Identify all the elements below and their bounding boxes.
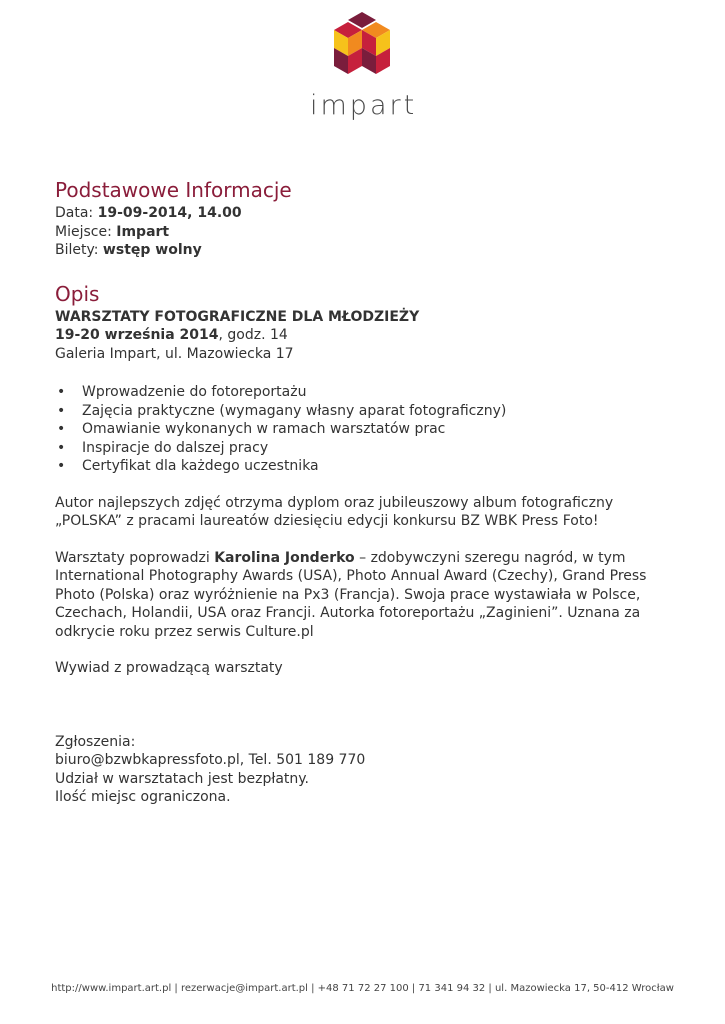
interview-link[interactable]: Wywiad z prowadzącą warsztaty [55, 660, 283, 676]
impart-logo [310, 12, 418, 122]
date-row: Data: 19-09-2014, 14.00 [55, 205, 242, 221]
list-item: • Inspiracje do dalszej pracy [55, 439, 675, 458]
event-date-row [55, 326, 675, 345]
event-venue: Galeria Impart, ul. Mazowiecka 17 [55, 345, 294, 362]
event-title: WARSZTATY FOTOGRAFICZNE DLA MŁODZIEŻY [55, 308, 420, 325]
limited-note: Ilość miejsc ograniczona. [55, 789, 231, 805]
footer: http://www.impart.art.pl | rezerwacje@impart.art.pl | +48 71 72 27 100 | 71 341 94 32 | ul. Mazowiecka 17, 50-412 Wrocław [51, 983, 674, 994]
basic-info-heading: Podstawowe Informacje [55, 178, 292, 202]
list-item: • Omawianie wykonanych w ramach warsztatów prac [55, 420, 675, 439]
list-item: • Zajęcia praktyczne (wymagany własny aparat fotograficzny) [55, 402, 675, 421]
free-note: Udział w warsztatach jest bezpłatny. [55, 770, 309, 787]
award-paragraph: Autor najlepszych zdjęć otrzyma dyplom oraz jubileuszowy album fotograficzny „POLSKA” z pracami laureatów dziesięciu edycji konkursu BZ WBK Press Foto! [55, 494, 614, 529]
list-item: • Wprowadzenie do fotoreportażu [55, 383, 675, 402]
signup-contact[interactable]: biuro@bzwbkapressfoto.pl, Tel. 501 189 770 [55, 752, 366, 768]
lead-paragraph: Warsztaty poprowadzi Karolina Jonderko – zdobywczyni szeregu nagród, w tym International Photography Awards (USA), Photo Annual Award (Czechy), Grand Press Photo (Polska) oraz wyróżnienie na Px3 (Francja). Swoja prace wystawiała w Polsce, Czechach, Holandii, USA oraz Francji. Autorka fotoreportażu „Zaginieni”. Uznana za odkrycie roku przez serwis Culture.pl [55, 549, 647, 640]
description-heading: Opis [55, 281, 100, 306]
program-list [55, 383, 675, 476]
tickets-value: wstęp wolny [102, 242, 202, 258]
tickets-row: Bilety: wstęp wolny [55, 242, 202, 258]
signup-label: Zgłoszenia: [55, 733, 136, 750]
event-time: , godz. 14 [218, 327, 288, 343]
list-item: • Certyfikat dla każdego uczestnika [55, 457, 675, 476]
event-date: 19-20 września 2014 [55, 327, 219, 343]
document-body [55, 176, 675, 807]
date-value: 19-09-2014, 14.00 [97, 205, 242, 221]
place-value: Impart [116, 223, 170, 240]
brand-name: impart [310, 90, 418, 121]
lead-name: Karolina Jonderko [214, 549, 355, 566]
place-row: Miejsce: Impart [55, 223, 170, 240]
impart-logo-icon [332, 12, 392, 76]
